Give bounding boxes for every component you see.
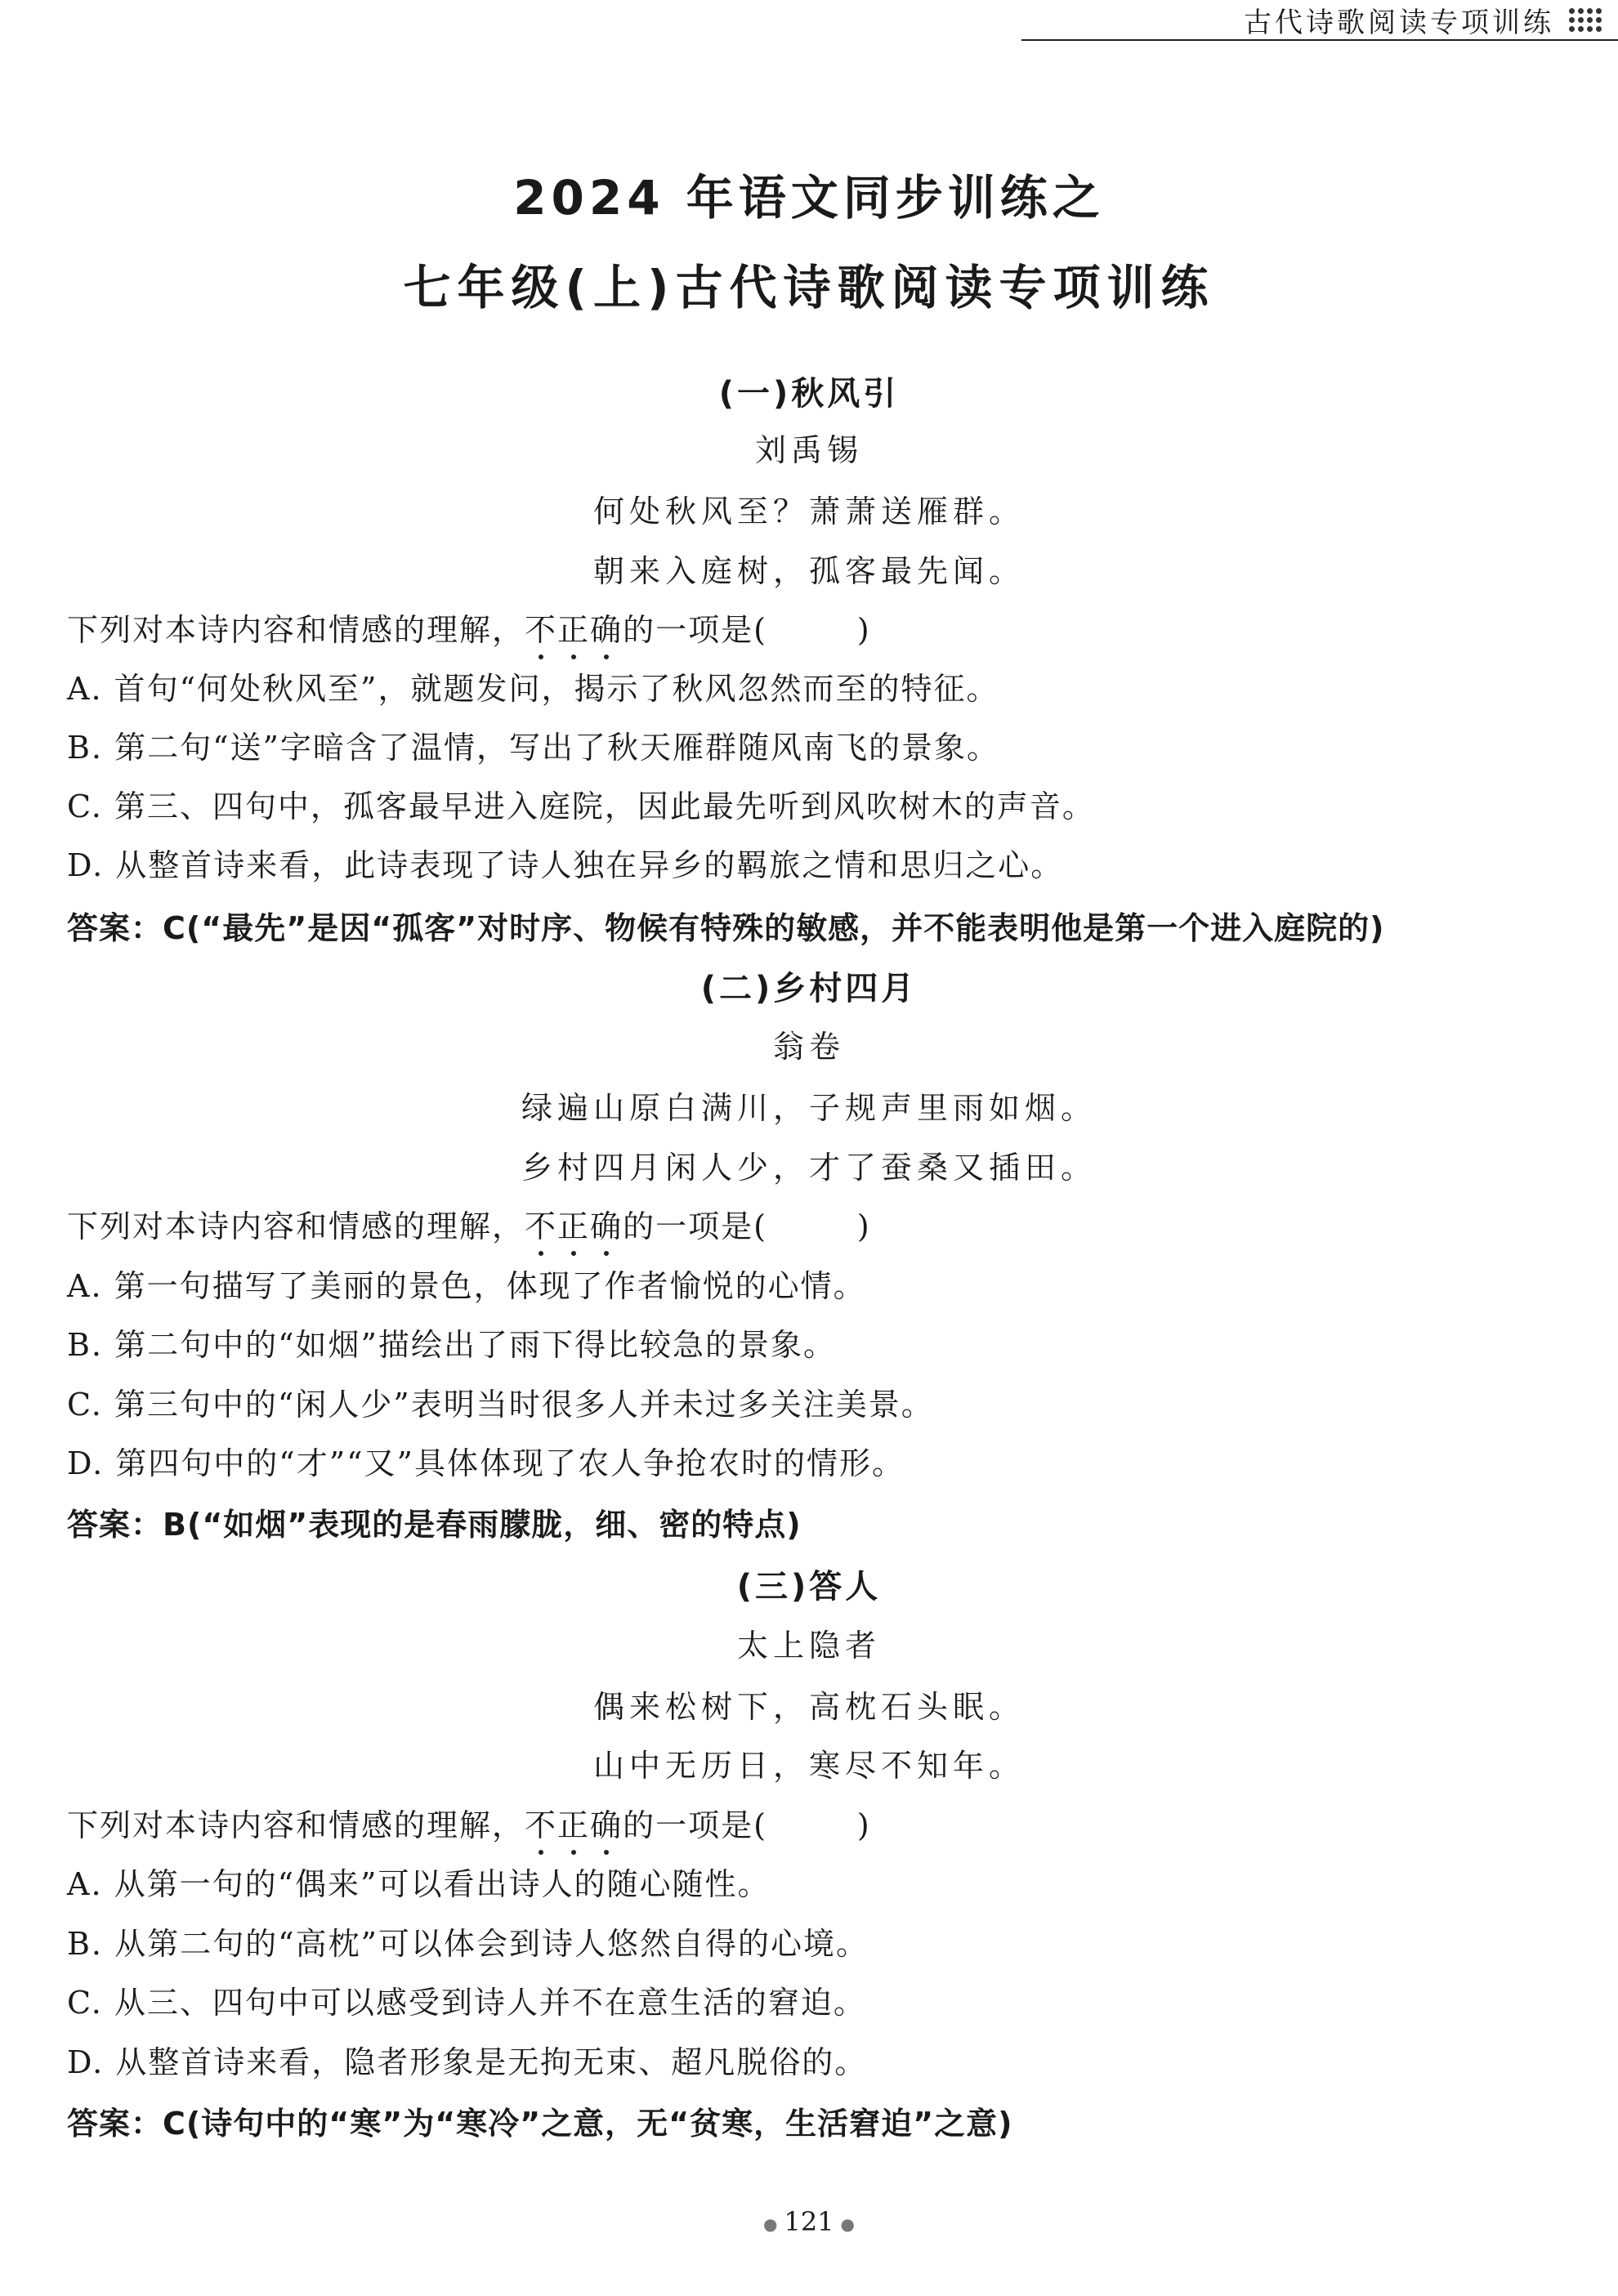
question-text: 下列对本诗内容和情感的理解， (67, 1807, 525, 1843)
poem-author: 刘禹锡 (754, 432, 863, 468)
option-d: D. 从整首诗来看，隐者形象是无拘无束、超凡脱俗的。 (67, 2044, 868, 2080)
option-b: B. 第二句中的“如烟”描绘出了雨下得比较急的景象。 (67, 1327, 836, 1363)
option-a: A. 从第一句的“偶来”可以看出诗人的随心随性。 (67, 1866, 771, 1902)
section-heading: (二)乡村四月 (700, 970, 918, 1007)
question-text: ) (856, 1807, 871, 1843)
question-text: ) (856, 612, 871, 648)
answer-line: 答案：C(诗句中的“寒”为“寒冷”之意，无“贫寒，生活窘迫”之意) (67, 2106, 1013, 2142)
option-b: B. 第二句“送”字暗含了温情，写出了秋天雁群随风南飞的景象。 (67, 730, 999, 766)
option-d: D. 从整首诗来看，此诗表现了诗人独在异乡的羁旅之情和思归之心。 (67, 847, 1064, 883)
question-text: 下列对本诗内容和情感的理解， (67, 612, 525, 648)
option-c: C. 从三、四句中可以感受到诗人并不在意生活的窘迫。 (67, 1985, 866, 2021)
emphasis-char: 确 (590, 1800, 623, 1845)
question-text: 的一项是( (623, 1807, 767, 1843)
running-header (1021, 0, 1618, 41)
question-text: ) (856, 1208, 871, 1244)
question-stem (67, 1800, 871, 1845)
emphasis-char: 不 (525, 1800, 557, 1845)
question-text: 的一项是( (623, 1208, 767, 1244)
page-number-text: 121 (784, 2206, 834, 2237)
emphasis-char: 正 (557, 1201, 590, 1246)
header-dots-ornament (1569, 8, 1602, 32)
question-stem (67, 1201, 871, 1246)
poem-verse: 何处秋风至？萧萧送雁群。 (592, 494, 1025, 529)
emphasis-char: 确 (590, 1201, 623, 1246)
option-c: C. 第三句中的“闲人少”表明当时很多人并未过多关注美景。 (67, 1387, 934, 1423)
emphasis-char: 正 (557, 605, 590, 650)
section-heading: (三)答人 (736, 1568, 882, 1606)
poem-verse: 朝来入庭树，孤客最先闻。 (592, 553, 1025, 589)
emphasis-char: 不 (525, 605, 557, 650)
section-heading: (一)秋风引 (718, 375, 900, 413)
poem-author: 太上隐者 (736, 1628, 881, 1664)
question-text: 的一项是( (623, 612, 767, 648)
poem-author: 翁卷 (772, 1029, 845, 1065)
option-d: D. 第四句中的“才”“又”具体体现了农人争抢农时的情形。 (67, 1445, 905, 1481)
page-title-line2: 七年级(上)古代诗歌阅读专项训练 (403, 260, 1215, 315)
option-a: A. 首句“何处秋风至”，就题发问，揭示了秋风忽然而至的特征。 (67, 671, 999, 707)
page-title-line1: 2024 年语文同步训练之 (513, 170, 1105, 226)
option-b: B. 从第二句的“高枕”可以体会到诗人悠然自得的心境。 (67, 1926, 869, 1962)
poem-verse: 偶来松树下，高枕石头眠。 (592, 1689, 1025, 1725)
emphasis-char: 确 (590, 605, 623, 650)
page-number: ● 121 ● (763, 2206, 855, 2237)
running-title: 古代诗歌阅读专项训练 (1244, 6, 1554, 39)
answer-line: 答案：B(“如烟”表现的是春雨朦胧，细、密的特点) (67, 1507, 802, 1543)
poem-verse: 绿遍山原白满川，子规声里雨如烟。 (521, 1090, 1097, 1126)
answer-line: 答案：C(“最先”是因“孤客”对时序、物候有特殊的敏感，并不能表明他是第一个进入庭院的) (67, 910, 1385, 946)
question-stem (67, 605, 871, 650)
poem-verse: 山中无历日，寒尽不知年。 (592, 1748, 1025, 1784)
emphasis-char: 正 (557, 1800, 590, 1845)
option-a: A. 第一句描写了美丽的景色，体现了作者愉悦的心情。 (67, 1268, 866, 1304)
option-c: C. 第三、四句中，孤客最早进入庭院，因此最先听到风吹树木的声音。 (67, 788, 1095, 824)
emphasis-char: 不 (525, 1201, 557, 1246)
question-text: 下列对本诗内容和情感的理解， (67, 1208, 525, 1244)
poem-verse: 乡村四月闲人少，才了蚕桑又插田。 (521, 1150, 1097, 1186)
